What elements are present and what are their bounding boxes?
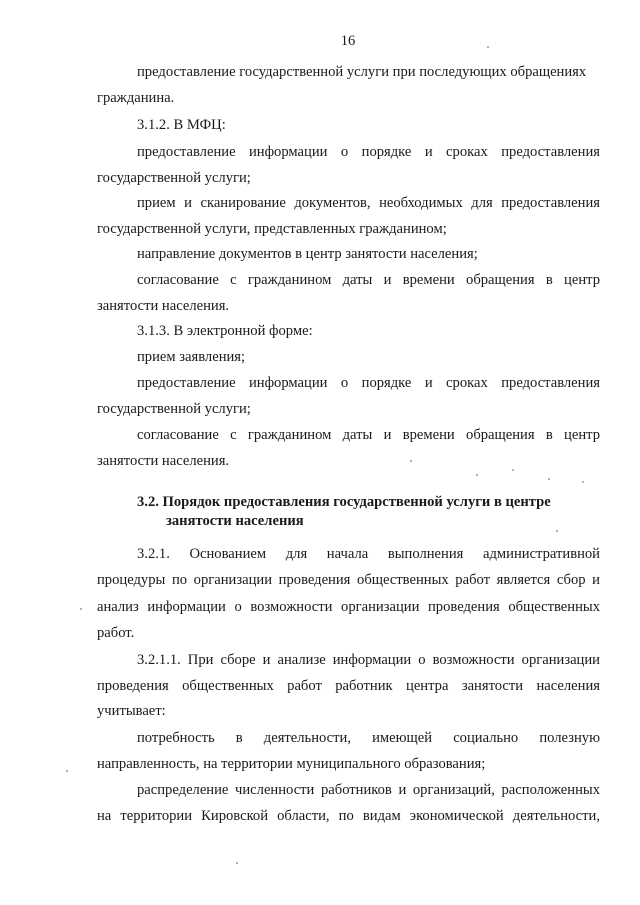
subsection-heading: 3.1.2. В МФЦ: bbox=[137, 117, 226, 133]
text-line: направленность, на территории муниципального образования; bbox=[97, 756, 486, 772]
text-line: потребность в деятельности, имеющей социально полезную bbox=[137, 730, 600, 746]
scan-speck bbox=[487, 46, 489, 48]
text-line: учитывает: bbox=[97, 703, 166, 719]
text-line: занятости населения. bbox=[97, 453, 230, 469]
text-line: процедуры по организации проведения общественных работ является сбор и bbox=[97, 572, 600, 588]
text-line: согласование с гражданином даты и времени обращения в центр bbox=[137, 427, 600, 443]
text-line: государственной услуги; bbox=[97, 401, 251, 417]
scan-speck bbox=[410, 460, 412, 462]
text-line: предоставление информации о порядке и сроках предоставления bbox=[137, 144, 600, 160]
scan-speck bbox=[548, 478, 550, 480]
scan-speck bbox=[66, 770, 68, 772]
text-line: предоставление государственной услуги при последующих обращениях bbox=[137, 64, 587, 80]
scan-speck bbox=[512, 469, 514, 471]
scan-speck bbox=[582, 481, 584, 483]
scan-speck bbox=[556, 530, 558, 532]
text-line: 3.2.1. Основанием для начала выполнения административной bbox=[137, 546, 600, 562]
text-line: согласование с гражданином даты и времени обращения в центр bbox=[137, 272, 600, 288]
text-line: прием и сканирование документов, необходимых для предоставления bbox=[137, 195, 600, 211]
scan-speck bbox=[236, 862, 238, 864]
text-line: проведения общественных работ работник центра занятости населения bbox=[97, 678, 600, 694]
section-heading-continuation: занятости населения bbox=[166, 513, 304, 529]
page-number: 16 bbox=[340, 33, 356, 49]
text-line: государственной услуги, представленных гражданином; bbox=[97, 221, 447, 237]
text-line: государственной услуги; bbox=[97, 170, 251, 186]
text-line: анализ информации о возможности организации проведения общественных bbox=[97, 599, 600, 615]
scan-speck bbox=[80, 608, 82, 610]
section-heading: 3.2. Порядок предоставления государственной услуги в центре bbox=[137, 494, 551, 510]
text-line: 3.2.1.1. При сборе и анализе информации о возможности организации bbox=[137, 652, 600, 668]
text-line: распределение численности работников и организаций, расположенных bbox=[137, 782, 600, 798]
scan-speck bbox=[476, 474, 478, 476]
text-line: работ. bbox=[97, 625, 135, 641]
text-line: гражданина. bbox=[97, 90, 175, 106]
text-line: занятости населения. bbox=[97, 298, 230, 314]
text-line: предоставление информации о порядке и сроках предоставления bbox=[137, 375, 600, 391]
text-line: прием заявления; bbox=[137, 349, 246, 365]
text-line: на территории Кировской области, по видам экономической деятельности, bbox=[97, 808, 600, 824]
text-line: направление документов в центр занятости населения; bbox=[137, 246, 478, 262]
subsection-heading: 3.1.3. В электронной форме: bbox=[137, 323, 313, 339]
